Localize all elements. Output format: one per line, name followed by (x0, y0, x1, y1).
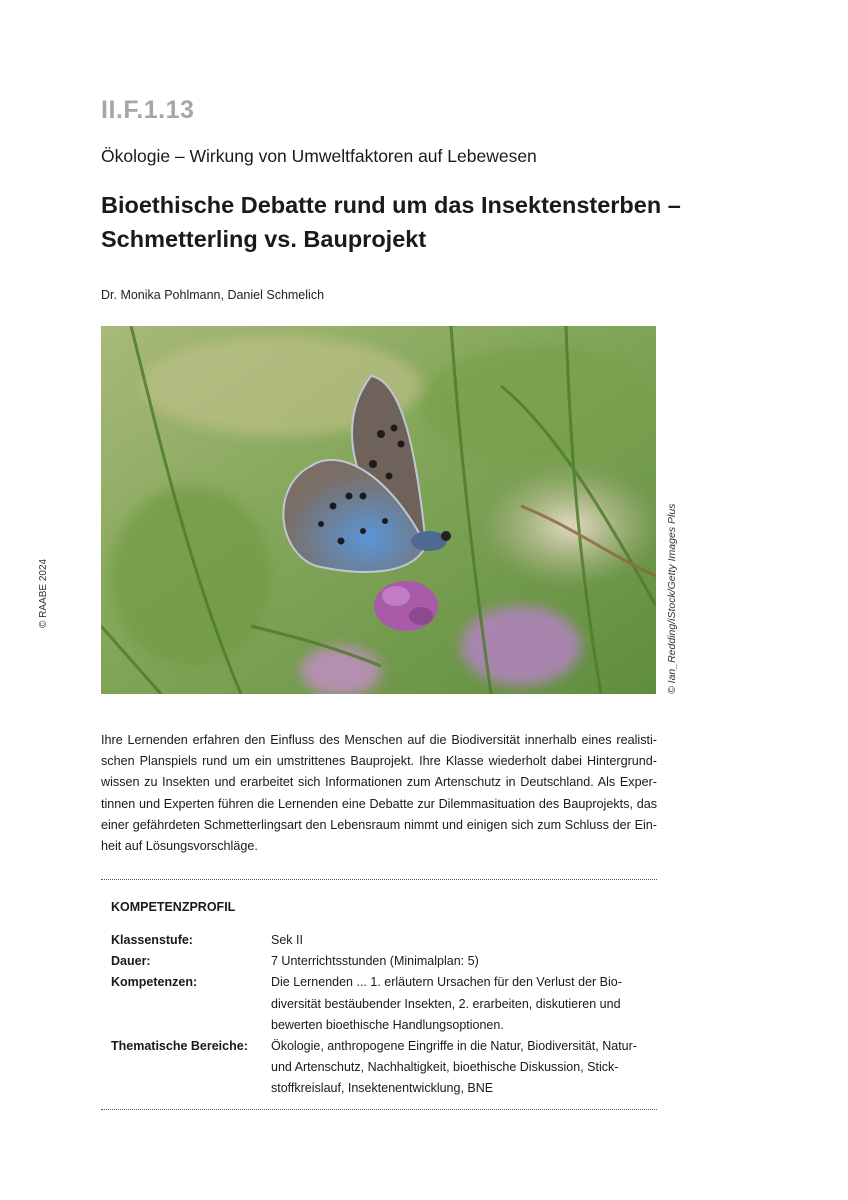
intro-line: schen Planspiels rund um ein umstrittenes Bauprojekt. Ihre Klasse wiederholt dabei Hintergrund- (101, 754, 657, 769)
butterfly-illustration (101, 326, 656, 694)
intro-line: heit auf Lösungsvorschläge. (101, 839, 258, 854)
intro-line: einer gefährdeten Schmetterlingsart den Lebensraum nimmt und einigen sich zum Schluss der Ein- (101, 817, 657, 832)
subject-heading: Ökologie – Wirkung von Umweltfaktoren auf Lebewesen (101, 146, 537, 166)
photo-credit: © Ian_Redding/iStock/Getty Images Plus (666, 503, 678, 694)
profile-value-line: 7 Unterrichtsstunden (Minimalplan: 5) (271, 954, 479, 969)
unit-code: II.F.1.13 (101, 96, 195, 124)
intro-line: Ihre Lernenden erfahren den Einfluss des Menschen auf die Biodiversität innerhalb eines realisti- (101, 733, 657, 747)
profile-label: Thematische Bereiche: (111, 1039, 248, 1054)
profile-value-line: Ökologie, anthropogene Eingriffe in die Natur, Biodiversität, Natur- (271, 1039, 637, 1054)
divider-bottom (101, 1109, 657, 1110)
title-line: Bioethische Debatte rund um das Insektensterben – (101, 192, 681, 218)
profile-value-line: diversität bestäubender Insekten, 2. erarbeiten, diskutieren und (271, 996, 621, 1011)
profile-value-line: Sek II (271, 933, 303, 947)
copyright-notice: © RAABE 2024 (38, 558, 49, 628)
butterfly-photo (101, 326, 656, 694)
divider-top (101, 879, 657, 880)
profile-title: KOMPETENZPROFIL (111, 900, 236, 914)
page-title (101, 188, 701, 256)
profile-value (271, 930, 651, 951)
competence-profile (111, 930, 651, 1100)
profile-row-grade (111, 930, 651, 951)
clover-flower (374, 581, 438, 631)
profile-value-line: und Artenschutz, Nachhaltigkeit, bioethische Diskussion, Stick- (271, 1060, 619, 1075)
profile-row-duration (111, 951, 651, 972)
profile-value-line: stoffkreislauf, Insektenentwicklung, BNE (271, 1081, 494, 1096)
profile-value (271, 951, 651, 972)
profile-value (271, 1036, 651, 1100)
intro-line: tinnen und Experten führen die Lernenden eine Debatte zur Dilemmasituation des Bauprojekts, das (101, 796, 657, 811)
profile-label: Kompetenzen: (111, 975, 198, 990)
profile-value (271, 972, 651, 1036)
profile-row-competences (111, 972, 651, 1036)
profile-label: Klassenstufe: (111, 933, 193, 947)
profile-value-line: bewerten bioethische Handlungsoptionen. (271, 1017, 504, 1032)
intro-paragraph (101, 730, 657, 857)
title-line: Schmetterling vs. Bauprojekt (101, 226, 427, 252)
profile-value-line: Die Lernenden ... 1. erläutern Ursachen für den Verlust der Bio- (271, 975, 622, 990)
authors: Dr. Monika Pohlmann, Daniel Schmelich (101, 288, 325, 302)
profile-label: Dauer: (111, 954, 151, 969)
profile-row-topics (111, 1036, 651, 1100)
intro-line: wissen zu Insekten und erarbeitet sich Informationen zum Artenschutz in Deutschland. Als Exper- (101, 775, 657, 790)
